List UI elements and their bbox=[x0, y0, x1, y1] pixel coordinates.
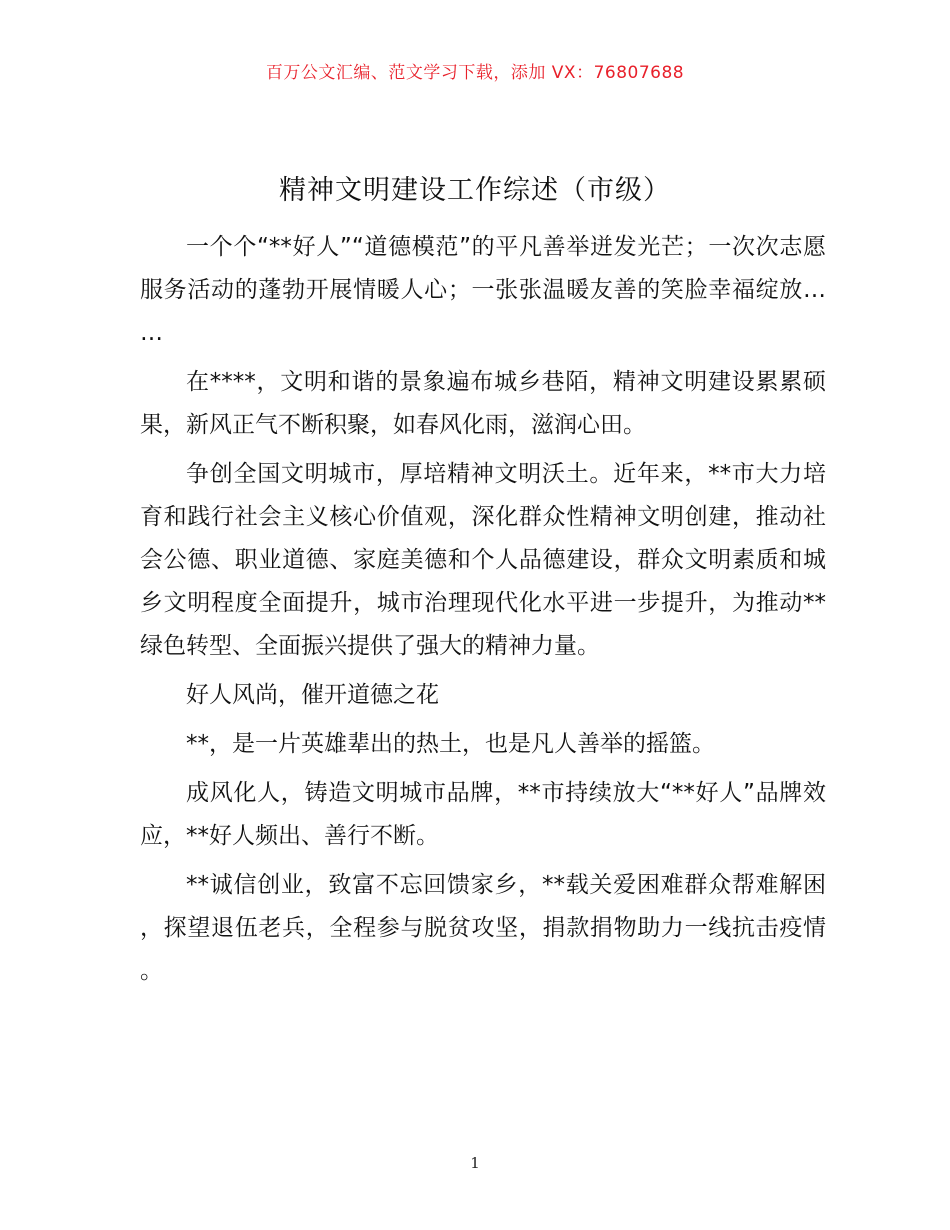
paragraph-intro: 一个个“**好人”“道德模范”的平凡善举迸发光芒；一次次志愿服务活动的蓬勃开展情暖人心；一张张温暖友善的笑脸幸福绽放…… bbox=[140, 234, 826, 346]
header-banner: 百万公文汇编、范文学习下载，添加 VX：76807688 bbox=[265, 63, 685, 83]
paragraph-brand: 成风化人，铸造文明城市品牌，**市持续放大“**好人”品牌效应，**好人频出、善行不断。 bbox=[140, 780, 826, 849]
paragraph-heroes: **，是一片英雄辈出的热土，也是凡人善举的摇篮。 bbox=[186, 731, 715, 757]
paragraph-integrity: **诚信创业，致富不忘回馈家乡，**载关爱困难群众帮难解困，探望退伍老兵，全程参与脱贫攻坚，捐款捐物助力一线抗击疫情。 bbox=[140, 872, 826, 984]
paragraph-scene: 在****，文明和谐的景象遍布城乡巷陌，精神文明建设累累硕果，新风正气不断积聚，如春风化雨，滋润心田。 bbox=[140, 369, 826, 438]
document-title: 精神文明建设工作综述（市级） bbox=[279, 175, 671, 206]
paragraph-civilized-city: 争创全国文明城市，厚培精神文明沃土。近年来，**市大力培育和践行社会主义核心价值观，深化群众性精神文明创建，推动社会公德、职业道德、家庭美德和个人品德建设，群众文明素质和城乡文明程度全面提升，城市治理现代化水平进一步提升，为推动**绿色转型、全面振兴提供了强大的精神力量。 bbox=[140, 461, 826, 659]
document-body bbox=[140, 226, 826, 999]
section-heading-good-people: 好人风尚，催开道德之花 bbox=[186, 682, 439, 708]
page-number: 1 bbox=[470, 1154, 480, 1172]
